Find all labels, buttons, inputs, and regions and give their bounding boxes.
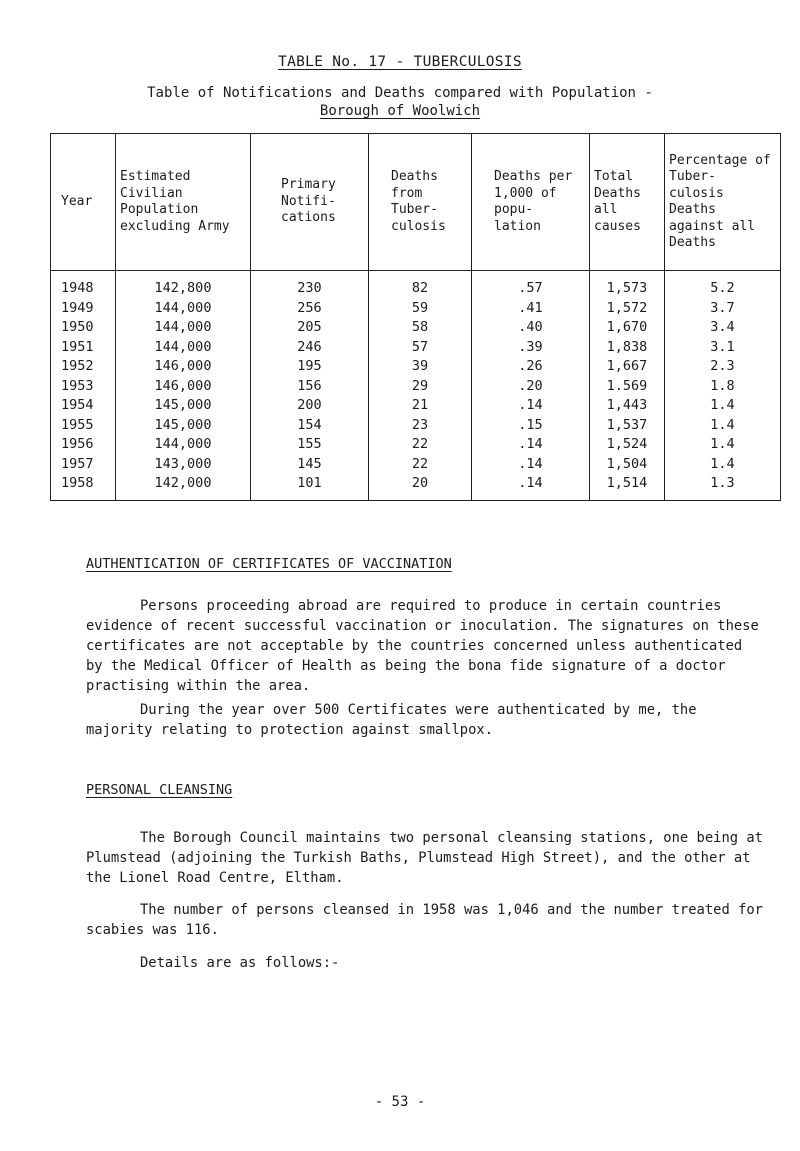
cell-total-deaths: 1,443 bbox=[590, 396, 665, 416]
header-population: Estimated Civilian Population excluding Army bbox=[116, 134, 251, 271]
header-percentage: Percentage of Tuber- culosis Deaths against all Deaths bbox=[665, 134, 781, 271]
cell-year: 1956 bbox=[51, 435, 116, 455]
header-year: Year bbox=[51, 134, 116, 271]
cell-deaths-per-1000: .14 bbox=[472, 396, 590, 416]
cell-total-deaths: 1,572 bbox=[590, 299, 665, 319]
cell-deaths-tb: 82 bbox=[369, 271, 472, 299]
cell-deaths-tb: 58 bbox=[369, 318, 472, 338]
cell-year: 1950 bbox=[51, 318, 116, 338]
cell-deaths-tb: 59 bbox=[369, 299, 472, 319]
cell-total-deaths: 1,670 bbox=[590, 318, 665, 338]
cell-population: 145,000 bbox=[116, 416, 251, 436]
cell-year: 1957 bbox=[51, 455, 116, 475]
cell-percentage: 1.4 bbox=[665, 455, 781, 475]
cell-year: 1948 bbox=[51, 271, 116, 299]
cleansing-paragraph-3: Details are as follows:- bbox=[140, 955, 340, 971]
cell-notifications: 145 bbox=[251, 455, 369, 475]
cell-percentage: 1.4 bbox=[665, 416, 781, 436]
cell-deaths-tb: 22 bbox=[369, 435, 472, 455]
cell-notifications: 155 bbox=[251, 435, 369, 455]
header-deaths-per-1000: Deaths per 1,000 of popu- lation bbox=[472, 134, 590, 271]
header-total-deaths: Total Deaths all causes bbox=[590, 134, 665, 271]
table-row bbox=[51, 357, 781, 377]
table-row bbox=[51, 377, 781, 397]
cell-deaths-tb: 20 bbox=[369, 474, 472, 500]
cell-notifications: 205 bbox=[251, 318, 369, 338]
cell-year: 1949 bbox=[51, 299, 116, 319]
table-row bbox=[51, 435, 781, 455]
cell-deaths-per-1000: .14 bbox=[472, 474, 590, 500]
cell-percentage: 1.8 bbox=[665, 377, 781, 397]
cell-deaths-per-1000: .57 bbox=[472, 271, 590, 299]
cleansing-paragraph-1: The Borough Council maintains two personal cleansing stations, one being at Plumstead (adjoining the Turkish Baths, Plumstead High Street), and the other at the Lionel Road Centre, Eltham. bbox=[86, 830, 763, 886]
cell-population: 142,800 bbox=[116, 271, 251, 299]
vaccination-paragraph-1: Persons proceeding abroad are required to produce in certain countries evidence of recent successful vaccination or inoculation. The signatures on these certificates are not acceptable by the countries concerned unless authenticated by the Medical Officer of Health as being the bona fide signature of a doctor practising within the area. bbox=[86, 598, 759, 694]
cell-population: 144,000 bbox=[116, 338, 251, 358]
cell-deaths-tb: 39 bbox=[369, 357, 472, 377]
cell-population: 142,000 bbox=[116, 474, 251, 500]
subtitle-line-2: Borough of Woolwich bbox=[319, 103, 481, 119]
cell-total-deaths: 1,838 bbox=[590, 338, 665, 358]
cell-deaths-per-1000: .41 bbox=[472, 299, 590, 319]
table-row bbox=[51, 299, 781, 319]
cell-notifications: 101 bbox=[251, 474, 369, 500]
cell-total-deaths: 1,667 bbox=[590, 357, 665, 377]
cell-year: 1952 bbox=[51, 357, 116, 377]
cell-deaths-per-1000: .40 bbox=[472, 318, 590, 338]
cell-population: 144,000 bbox=[116, 435, 251, 455]
cell-notifications: 200 bbox=[251, 396, 369, 416]
cell-year: 1954 bbox=[51, 396, 116, 416]
cell-total-deaths: 1,514 bbox=[590, 474, 665, 500]
cell-notifications: 154 bbox=[251, 416, 369, 436]
cell-population: 146,000 bbox=[116, 377, 251, 397]
cell-deaths-tb: 21 bbox=[369, 396, 472, 416]
cell-year: 1953 bbox=[51, 377, 116, 397]
table-subtitle bbox=[0, 84, 800, 120]
cell-notifications: 156 bbox=[251, 377, 369, 397]
cell-total-deaths: 1,573 bbox=[590, 271, 665, 299]
cleansing-heading: PERSONAL CLEANSING bbox=[86, 782, 233, 798]
table-row bbox=[51, 338, 781, 358]
cell-deaths-per-1000: .39 bbox=[472, 338, 590, 358]
cell-percentage: 1.4 bbox=[665, 435, 781, 455]
table-header-row bbox=[51, 134, 781, 271]
subtitle-line-1: Table of Notifications and Deaths compared with Population - bbox=[147, 85, 653, 101]
cell-notifications: 256 bbox=[251, 299, 369, 319]
cell-year: 1958 bbox=[51, 474, 116, 500]
table-title: TABLE No. 17 - TUBERCULOSIS bbox=[278, 54, 522, 70]
cell-population: 143,000 bbox=[116, 455, 251, 475]
cell-deaths-per-1000: .14 bbox=[472, 455, 590, 475]
table-row bbox=[51, 455, 781, 475]
header-deaths-tb: Deaths from Tuber- culosis bbox=[369, 134, 472, 271]
cell-notifications: 195 bbox=[251, 357, 369, 377]
cell-percentage: 3.1 bbox=[665, 338, 781, 358]
cell-year: 1955 bbox=[51, 416, 116, 436]
header-notifications: Primary Notifi- cations bbox=[251, 134, 369, 271]
cell-deaths-tb: 57 bbox=[369, 338, 472, 358]
cell-year: 1951 bbox=[51, 338, 116, 358]
cell-total-deaths: 1,524 bbox=[590, 435, 665, 455]
cell-population: 144,000 bbox=[116, 299, 251, 319]
table-row bbox=[51, 474, 781, 500]
cell-percentage: 1.4 bbox=[665, 396, 781, 416]
cell-deaths-per-1000: .26 bbox=[472, 357, 590, 377]
cell-total-deaths: 1.569 bbox=[590, 377, 665, 397]
table-body bbox=[51, 271, 781, 501]
cell-deaths-per-1000: .14 bbox=[472, 435, 590, 455]
cell-total-deaths: 1,537 bbox=[590, 416, 665, 436]
vaccination-heading: AUTHENTICATION OF CERTIFICATES OF VACCINATION bbox=[86, 556, 452, 572]
cell-percentage: 3.7 bbox=[665, 299, 781, 319]
cell-percentage: 2.3 bbox=[665, 357, 781, 377]
cell-deaths-tb: 29 bbox=[369, 377, 472, 397]
cell-total-deaths: 1,504 bbox=[590, 455, 665, 475]
vaccination-paragraph-2: During the year over 500 Certificates were authenticated by me, the majority relating to protection against smallpox. bbox=[86, 702, 697, 738]
cell-population: 146,000 bbox=[116, 357, 251, 377]
table-row bbox=[51, 416, 781, 436]
cell-notifications: 230 bbox=[251, 271, 369, 299]
cleansing-paragraph-2: The number of persons cleansed in 1958 was 1,046 and the number treated for scabies was 116. bbox=[86, 902, 763, 938]
cell-deaths-tb: 22 bbox=[369, 455, 472, 475]
cell-deaths-per-1000: .20 bbox=[472, 377, 590, 397]
cell-percentage: 5.2 bbox=[665, 271, 781, 299]
page-number: - 53 - bbox=[374, 1094, 426, 1110]
cell-population: 145,000 bbox=[116, 396, 251, 416]
cell-deaths-tb: 23 bbox=[369, 416, 472, 436]
table-row bbox=[51, 271, 781, 299]
table-row bbox=[51, 396, 781, 416]
cell-notifications: 246 bbox=[251, 338, 369, 358]
tuberculosis-table bbox=[50, 133, 781, 501]
cell-population: 144,000 bbox=[116, 318, 251, 338]
cell-percentage: 3.4 bbox=[665, 318, 781, 338]
table-row bbox=[51, 318, 781, 338]
cell-percentage: 1.3 bbox=[665, 474, 781, 500]
cell-deaths-per-1000: .15 bbox=[472, 416, 590, 436]
